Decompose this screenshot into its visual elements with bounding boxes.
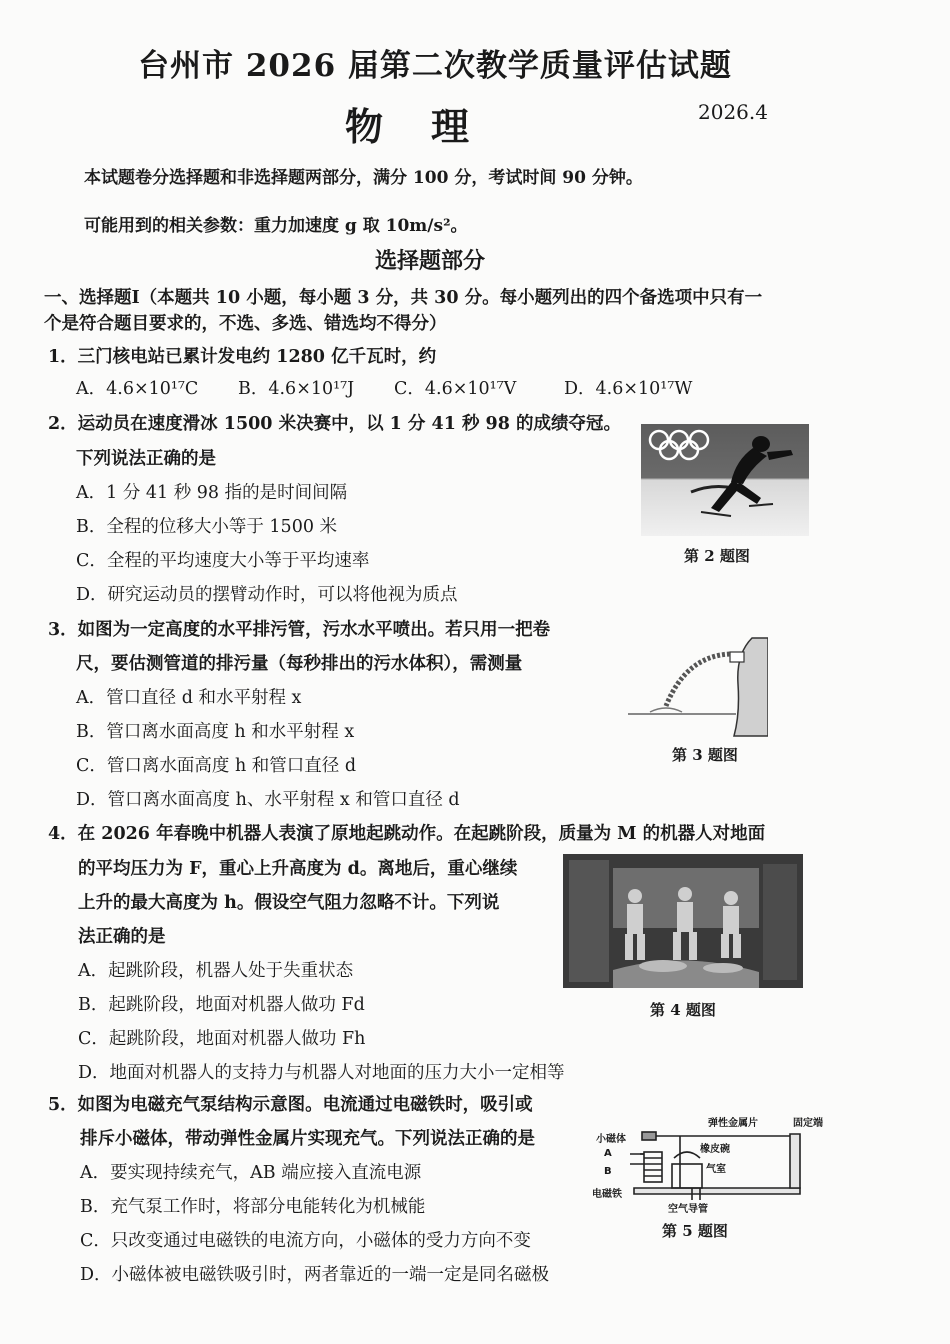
- q3-option-c: C．管口离水面高度 h 和管口直径 d: [76, 756, 357, 776]
- label-fixed-end: 固定端: [793, 1118, 823, 1129]
- q1-option-d: D．4.6×10¹⁷W: [564, 379, 693, 399]
- q5-option-d: D．小磁体被电磁铁吸引时，两者靠近的一端一定是同名磁极: [80, 1265, 550, 1285]
- q1-option-c: C．4.6×10¹⁷V: [394, 379, 517, 399]
- q2-option-a: A．1 分 41 秒 98 指的是时间间隔: [76, 483, 348, 503]
- q2-option-c: C．全程的平均速度大小等于平均速率: [76, 551, 370, 571]
- q3-option-a: A．管口直径 d 和水平射程 x: [76, 688, 302, 708]
- q4-option-c: C．起跳阶段，地面对机器人做功 Fh: [78, 1029, 366, 1049]
- intro-line-1: 本试题卷分选择题和非选择题两部分，满分 100 分，考试时间 90 分钟。: [84, 168, 643, 188]
- speed-skater-photo: [641, 424, 809, 536]
- label-terminal-b: B: [604, 1166, 612, 1177]
- q3-option-d: D．管口离水面高度 h、水平射程 x 和管口直径 d: [76, 790, 460, 810]
- robot-performance-photo: [563, 854, 803, 988]
- q5-stem-2: 排斥小磁体，带动弹性金属片实现充气。下列说法正确的是: [80, 1129, 535, 1149]
- q4-option-d: D．地面对机器人的支持力与机器人对地面的压力大小一定相等: [78, 1063, 565, 1083]
- drain-pipe-diagram: [626, 634, 768, 738]
- q5-option-b: B．充气泵工作时，将部分电能转化为机械能: [80, 1197, 426, 1217]
- intro-line-2: 可能用到的相关参数：重力加速度 g 取 10m/s²。: [84, 216, 468, 236]
- label-small-magnet: 小磁体: [596, 1134, 626, 1145]
- q4-stem-4: 法正确的是: [78, 927, 166, 947]
- q2-option-b: B．全程的位移大小等于 1500 米: [76, 517, 338, 537]
- label-air-chamber: 气室: [706, 1164, 726, 1175]
- exam-date: 2026.4: [698, 100, 768, 124]
- q4-option-a: A．起跳阶段，机器人处于失重状态: [78, 961, 354, 981]
- q3-option-b: B．管口离水面高度 h 和水平射程 x: [76, 722, 355, 742]
- exam-title: 台州市 2026 届第二次教学质量评估试题: [138, 48, 732, 84]
- q1-stem: 1．三门核电站已累计发电约 1280 亿千瓦时，约: [48, 347, 437, 367]
- q1-option-a: A．4.6×10¹⁷C: [76, 379, 199, 399]
- q5-figure-caption: 第 5 题图: [662, 1222, 728, 1240]
- q5-option-a: A．要实现持续充气，AB 端应接入直流电源: [80, 1163, 422, 1183]
- q3-stem-2: 尺，要估测管道的排污量（每秒排出的污水体积），需测量: [76, 654, 523, 674]
- q5-stem-1: 5．如图为电磁充气泵结构示意图。电流通过电磁铁时，吸引或: [48, 1095, 533, 1115]
- q2-option-d: D．研究运动员的摆臂动作时，可以将他视为质点: [76, 585, 458, 605]
- q2-stem-1: 2．运动员在速度滑冰 1500 米决赛中，以 1 分 41 秒 98 的成绩夺冠。: [48, 414, 622, 434]
- q3-figure-caption: 第 3 题图: [672, 746, 738, 764]
- q2-figure-caption: 第 2 题图: [684, 547, 750, 565]
- q2-stem-2: 下列说法正确的是: [76, 449, 216, 469]
- q5-option-c: C．只改变通过电磁铁的电流方向，小磁体的受力方向不变: [80, 1231, 531, 1251]
- q1-option-b: B．4.6×10¹⁷J: [238, 379, 355, 399]
- q4-stem-2: 的平均压力为 F，重心上升高度为 d。离地后，重心继续: [78, 859, 518, 879]
- q3-stem-1: 3．如图为一定高度的水平排污管，污水水平喷出。若只用一把卷: [48, 620, 551, 640]
- label-air-pipe: 空气导管: [668, 1204, 708, 1215]
- q4-stem-1: 4．在 2026 年春晚中机器人表演了原地起跳动作。在起跳阶段，质量为 M 的机器人对地面: [48, 824, 766, 844]
- label-spring-sheet: 弹性金属片: [708, 1118, 758, 1129]
- part1-heading-line2: 个是符合题目要求的，不选、多选、错选均不得分）: [44, 314, 447, 334]
- label-electromagnet: 电磁铁: [592, 1189, 622, 1200]
- q4-figure-caption: 第 4 题图: [650, 1001, 716, 1019]
- q4-stem-3: 上升的最大高度为 h。假设空气阻力忽略不计。下列说: [78, 893, 500, 913]
- q4-option-b: B．起跳阶段，地面对机器人做功 Fd: [78, 995, 365, 1015]
- subject-title: 物理: [345, 104, 518, 149]
- section-title: 选择题部分: [374, 248, 485, 274]
- label-terminal-a: A: [604, 1148, 612, 1159]
- part1-heading-line1: 一、选择题Ⅰ（本题共 10 小题，每小题 3 分，共 30 分。每小题列出的四个备选项中只有一: [44, 288, 763, 308]
- label-rubber-bowl: 橡皮碗: [700, 1144, 730, 1155]
